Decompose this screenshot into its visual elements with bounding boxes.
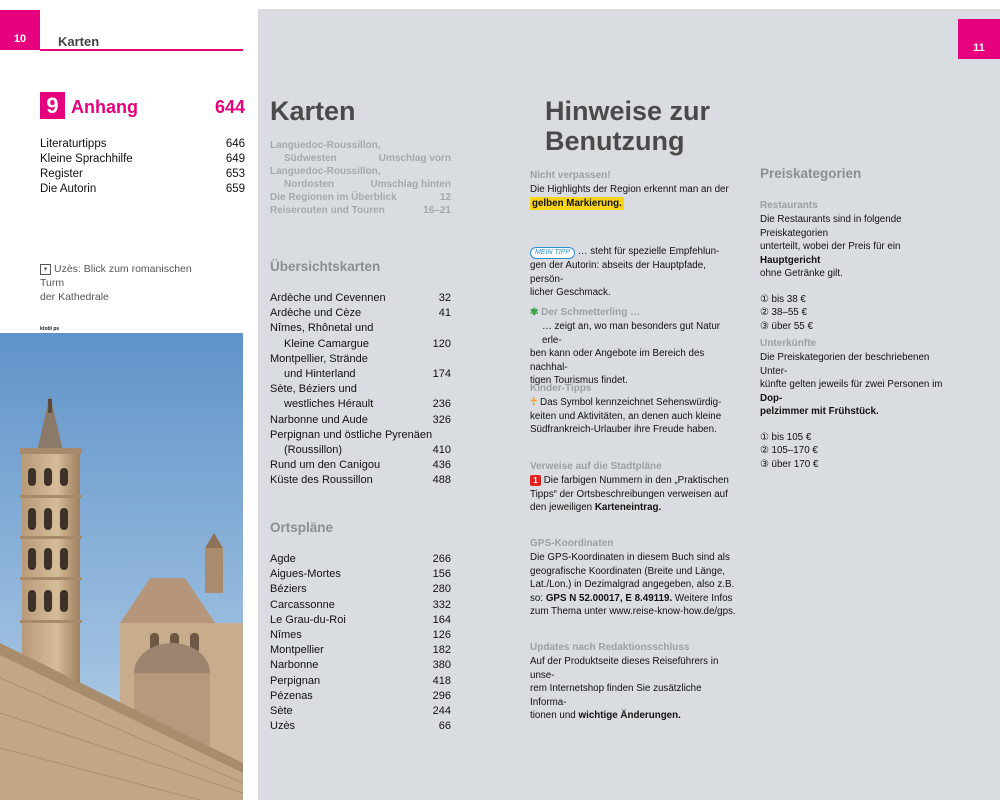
page-number-right: 11 (958, 19, 1000, 59)
list-item[interactable]: Küste des Roussillon 488 (270, 474, 451, 487)
list-item[interactable]: Le Grau-du-Roi 164 (270, 613, 451, 626)
photo-credit: ktobl ps (40, 326, 60, 332)
uebersicht-list (270, 291, 451, 489)
toc-item[interactable]: Register 653 (40, 168, 245, 180)
price-category: ③ über 170 € (760, 458, 819, 470)
list-item[interactable]: Sète, Béziers und (270, 383, 357, 396)
overview-map-list (270, 139, 451, 217)
photo-caption: ▾ Uzès: Blick zum romanischen Turm der Kathedrale (40, 263, 192, 303)
toc-list (40, 137, 245, 197)
list-item[interactable]: Languedoc-Roussillon, Südwesten Umschlag vorn (270, 140, 451, 164)
preis-heading: Preiskategorien (760, 166, 862, 181)
section-gps: GPS-Koordinaten Die GPS-Koordinaten in diesem Buch sind als geografische Koordinaten (Breite und Länge, Lat./Lon.) in Dezimalgrad angegeben, also z.B. so: GPS N 52.00017, E 8.49119. Weitere Infos zum Thema unter www.reise-know-how.de/gps. (530, 538, 736, 617)
list-item[interactable]: Aigues-Mortes 156 (270, 568, 451, 581)
list-item[interactable]: Perpignan und östliche Pyrenäen (270, 428, 433, 441)
price-category: ② 38–55 € (760, 307, 807, 318)
list-item[interactable]: Pézenas 296 (270, 689, 451, 702)
price-category: ① bis 38 € (760, 293, 806, 305)
child-icon: ☥ (530, 397, 538, 408)
cathedral-tower-photo (0, 333, 243, 800)
list-item[interactable]: Narbonne 380 (270, 659, 451, 672)
list-item[interactable]: Narbonne und Aude 326 (270, 413, 451, 426)
list-item[interactable]: und Hinterland 174 (284, 368, 451, 381)
price-category: ② 105–170 € (760, 445, 818, 456)
running-head: Karten (58, 34, 100, 49)
price-category: ③ über 55 € (760, 320, 813, 332)
list-item[interactable]: Uzès 66 (270, 720, 451, 733)
list-item[interactable]: Nîmes, Rhônetal und (270, 322, 374, 335)
list-item[interactable]: Sète 244 (270, 705, 451, 718)
mein-tipp-badge-icon: MEIN TIPP (530, 247, 575, 259)
hinweise-title: Hinweise zur Benutzung (545, 96, 711, 156)
chapter-number: 9 (40, 92, 65, 119)
toc-item[interactable]: Die Autorin 659 (40, 183, 245, 195)
chapter-entry[interactable] (40, 92, 245, 122)
list-item[interactable]: Montpellier, Strände (270, 352, 368, 365)
section-nicht-verpassen: Nicht verpassen! Die Highlights der Region erkennt man an der gelben Markierung. (530, 170, 729, 209)
list-item[interactable]: Perpignan 418 (270, 674, 451, 687)
yellow-highlight-marker: gelben Markierung. (532, 197, 622, 209)
butterfly-icon: ✾ (530, 307, 539, 318)
list-item[interactable]: Nîmes 126 (270, 629, 451, 642)
section-unterkuenfte: Unterkünfte Die Preiskategorien der beschriebenen Unter- künfte gelten jeweils für zwei Personen im Dop- pelzimmer mit Frühstück. ① bis 105 € ② 105–170 € ③ über 170 € (760, 337, 955, 471)
list-item[interactable]: Reiserouten und Touren 16–21 (270, 205, 451, 216)
ortsplaene-heading: Ortspläne (270, 520, 334, 535)
list-item[interactable]: Montpellier 182 (270, 644, 451, 657)
list-item[interactable]: Languedoc-Roussillon, Nordosten Umschlag hinten (270, 166, 451, 190)
section-kinder-tipps: Kinder-Tipps ☥ Das Symbol kennzeichnet Sehenswürdig- keiten und Aktivitäten, an denen auch kleine Südfrankreich-Urlauber ihre Freude haben. (530, 383, 722, 435)
header-rule (40, 49, 243, 51)
list-item[interactable]: Carcassonne 332 (270, 598, 451, 611)
section-mein-tipp: MEIN TIPP … steht für spezielle Empfehlun- gen der Autorin: abseits der Hauptpfade, persön- licher Geschmack. (530, 246, 720, 298)
list-item[interactable]: Ardèche und Cèze 41 (270, 307, 451, 320)
chapter-page: 644 (214, 97, 245, 117)
caption-arrow-icon: ▾ (40, 264, 51, 275)
list-item[interactable]: Die Regionen im Überblick 12 (270, 192, 451, 203)
uebersicht-heading: Übersichtskarten (270, 259, 381, 274)
chapter-title: Anhang (71, 97, 138, 117)
list-item[interactable]: Ardèche und Cevennen 32 (270, 292, 451, 304)
karten-title: Karten (270, 96, 356, 126)
right-page (258, 9, 1000, 800)
list-item[interactable]: Agde 266 (270, 553, 451, 565)
price-category: ① bis 105 € (760, 431, 812, 443)
toc-item[interactable]: Literaturtipps 646 (40, 138, 245, 150)
map-number-icon: 1 (530, 475, 541, 486)
ortsplaene-list (270, 552, 451, 734)
toc-item[interactable]: Kleine Sprachhilfe 649 (40, 153, 245, 165)
section-restaurants: Restaurants Die Restaurants sind in folgende Preiskategorien unterteilt, wobei der Preis für ein Hauptgericht ohne Getränke gilt. ① bis 38 € ② 38–55 € ③ über 55 € (760, 199, 955, 333)
list-item[interactable]: Béziers 280 (270, 583, 451, 596)
list-item[interactable]: Kleine Camargue 120 (284, 337, 451, 350)
list-item[interactable]: westliches Hérault 236 (284, 398, 451, 411)
list-item[interactable]: (Roussillon) 410 (284, 444, 451, 457)
list-item[interactable]: Rund um den Canigou 436 (270, 459, 451, 472)
section-schmetterling: ✾ Der Schmetterling … … zeigt an, wo man besonders gut Natur erle- ben kann oder Angebote im Bereich des nachhal- tigen Tourismus findet. (530, 307, 721, 386)
section-verweise: Verweise auf die Stadtpläne 1 Die farbigen Nummern in den „Praktischen Tipps“ der Ortsbeschreibungen verweisen auf den jeweiligen Karteneintrag. (530, 461, 729, 513)
section-updates: Updates nach Redaktionsschluss Auf der Produktseite dieses Reiseführers in unse- rem Internetshop finden Sie zusätzliche Informa- tionen und wichtige Änderungen. (530, 642, 719, 721)
page-number-left: 10 (0, 10, 40, 50)
left-page (0, 0, 258, 800)
